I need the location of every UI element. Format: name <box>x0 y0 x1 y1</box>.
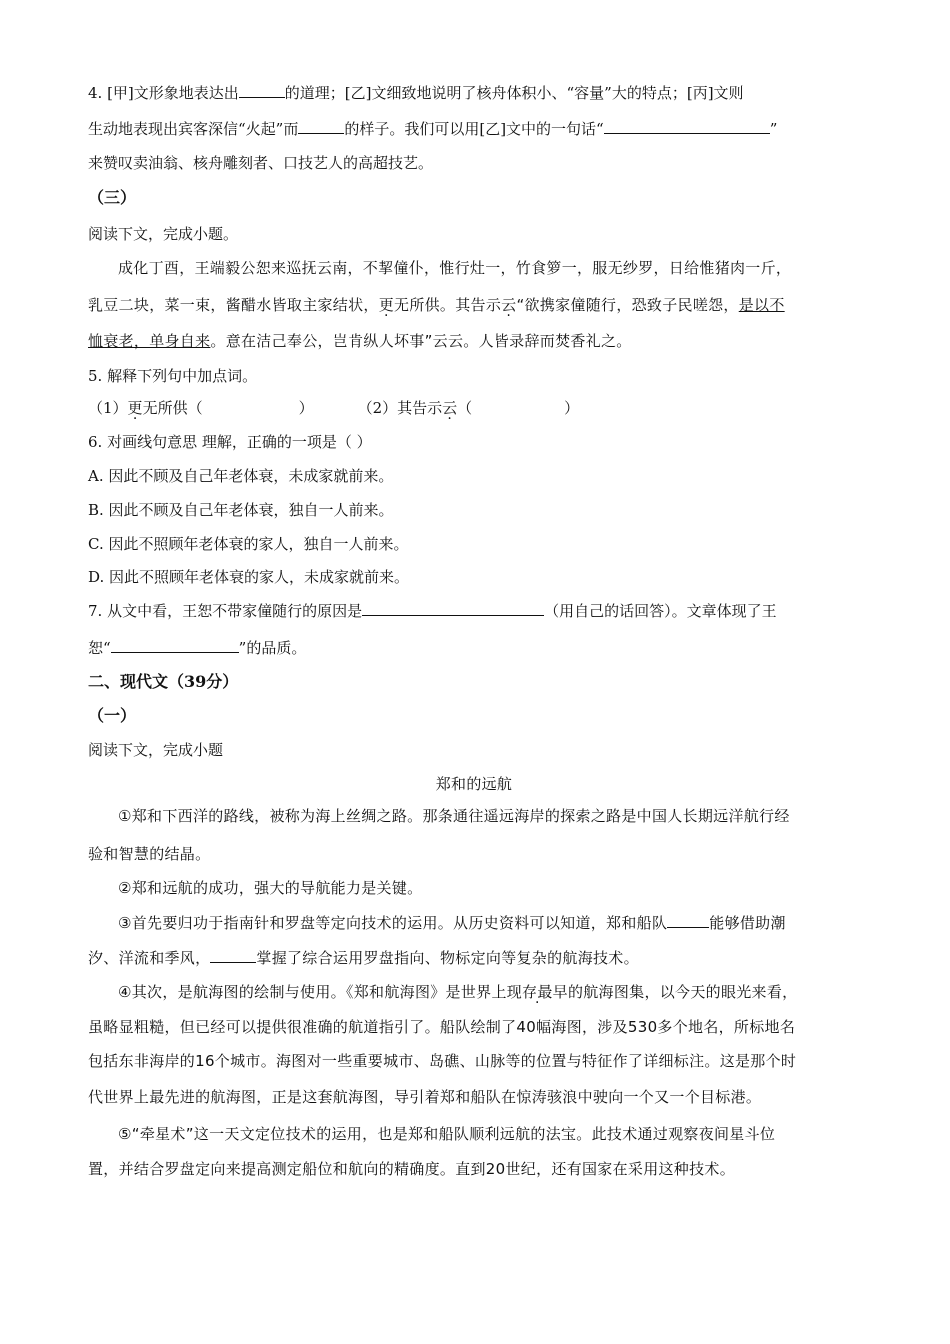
instruction: 阅读下文，完成小题 <box>88 741 224 759</box>
dotted-word: 现存最早 <box>506 983 568 1001</box>
answer-blank[interactable] <box>362 600 544 616</box>
answer-blank[interactable] <box>239 82 285 98</box>
text-run: 能够借助潮 <box>709 914 786 932</box>
text-run: ③首先要归功于指南针和罗盘等定向技术的运用。从历史资料可以知道，郑和船队 <box>118 914 668 932</box>
underlined-sentence: 是以不 <box>738 296 785 314</box>
section-heading: （三） <box>88 188 137 207</box>
option-b[interactable]: B. 因此不顾及自己年老体衰，独自一人前来。 <box>88 501 394 519</box>
text-run: （ <box>457 399 473 417</box>
q4-line-1 <box>88 82 860 103</box>
q7-line-1 <box>88 600 860 621</box>
text-run: 无所供（ <box>142 399 203 417</box>
text-run: （2）其告示 <box>357 399 443 417</box>
article-line: ①郑和下西洋的路线，被称为海上丝绸之路。那条通往遥远海岸的探索之路是中国人长期远洋航行经 <box>118 807 790 825</box>
answer-blank[interactable] <box>667 912 709 928</box>
article-line: 包括东非海岸的16个城市。海图对一些重要城市、岛礁、山脉等的位置与特征作了详细标注。这是那个时 <box>88 1052 797 1070</box>
classical-text-line <box>88 331 860 351</box>
text-run: ） <box>564 399 580 417</box>
q5-items <box>88 398 860 418</box>
option-a[interactable]: A. 因此不顾及自己年老体衰，未成家就前来。 <box>88 467 394 485</box>
q4-text: 生动地表现出宾客深信“火起”而 <box>88 120 299 138</box>
text-run: 乳豆二块，菜一束，酱醋水皆取主家结状， <box>88 296 379 314</box>
q6-title: 6. 对画线句意思 理解，正确的一项是（ ） <box>88 433 372 451</box>
q4-text: 的道理；[乙]文细致地说明了核舟体积小、“容量”大的特点；[丙]文则 <box>284 84 744 102</box>
q4-text: 的样子。我们可以用[乙]文中的一句话“ <box>344 120 604 138</box>
option-d[interactable]: D. 因此不照顾年老体衰的家人，未成家就前来。 <box>88 568 410 586</box>
q4-line-3: 来赞叹卖油翁、核舟雕刻者、口技艺人的高超技艺。 <box>88 154 434 172</box>
q5-title: 5. 解释下列句中加点词。 <box>88 367 258 385</box>
text-run: 掌握了综合运用罗盘指向、物标定向等复杂的航海技术。 <box>256 949 639 967</box>
answer-blank[interactable] <box>604 118 770 134</box>
answer-blank[interactable] <box>210 947 256 963</box>
dotted-word: 更 <box>127 399 143 417</box>
answer-blank[interactable] <box>111 637 239 653</box>
text-run: 汐、洋流和季风， <box>88 949 211 967</box>
q4-text: ” <box>769 120 778 138</box>
dotted-word: 更 <box>378 296 395 314</box>
article-line <box>118 982 860 1002</box>
text-run: 示 <box>485 296 502 314</box>
q7-line-2 <box>88 637 860 658</box>
section-heading: （一） <box>88 706 137 725</box>
text-run: ”的品质。 <box>238 639 307 657</box>
q4-line-2 <box>88 118 860 139</box>
underlined-sentence: 恤衰老，单身自来 <box>88 332 211 350</box>
text-run: 。意在洁己奉公，岂肯纵人坏事”云云。人皆录辞而焚香礼之。 <box>210 332 632 350</box>
text-run: 无所供。其告 <box>394 296 486 314</box>
article-line: ②郑和远航的成功，强大的导航能力是关键。 <box>118 879 423 897</box>
article-line: 代世界上最先进的航海图，正是这套航海图，导引着郑和船队在惊涛骇浪中驶向一个又一个目标港。 <box>88 1088 762 1106</box>
dotted-word: 云 <box>442 399 458 417</box>
classical-text-line <box>88 295 860 315</box>
text-run: （用自己的话回答）。文章体现了王 <box>544 602 777 620</box>
article-line: 验和智慧的结晶。 <box>88 845 211 863</box>
instruction: 阅读下文，完成小题。 <box>88 225 239 243</box>
text-run: ④其次，是航海图的绘制与使用。《郑和航海图》是世界上 <box>118 983 507 1001</box>
text-run: 7. 从文中看，王恕不带家僮随行的原因是 <box>88 602 363 620</box>
text-run: 的航海图集，以今天的眼光来看， <box>567 983 798 1001</box>
article-line: ⑤“牵星术”这一天文定位技术的运用，也是郑和船队顺利远航的法宝。此技术通过观察夜间星斗位 <box>118 1125 776 1143</box>
text-run: “欲携家僮随行，恐致子民嗟怨， <box>516 296 739 314</box>
article-title: 郑和的远航 <box>435 775 513 793</box>
article-line <box>118 912 860 933</box>
text-run: ） <box>298 399 314 417</box>
option-c[interactable]: C. 因此不照顾年老体衰的家人，独自一人前来。 <box>88 535 409 553</box>
text-run: （1） <box>88 399 128 417</box>
classical-text-line: 成化丁酉，王端毅公恕来巡抚云南，不挈僮仆，惟行灶一，竹食箩一，服无纱罗，日给惟猪肉一斤， <box>118 259 792 277</box>
article-line <box>88 947 860 968</box>
answer-blank[interactable] <box>298 118 344 134</box>
article-line: 虽略显粗糙，但已经可以提供很准确的航道指引了。船队绘制了40幅海图，涉及530多个地名，所标地名 <box>88 1018 796 1036</box>
part-heading: 二、现代文（39分） <box>88 672 239 691</box>
dotted-word: 云 <box>501 296 517 314</box>
text-run: 恕“ <box>88 639 111 657</box>
article-line: 置，并结合罗盘定向来提高测定船位和航向的精确度。直到20世纪，还有国家在采用这种技术。 <box>88 1160 735 1178</box>
q4-text: 4. [甲]文形象地表达出 <box>88 84 239 102</box>
